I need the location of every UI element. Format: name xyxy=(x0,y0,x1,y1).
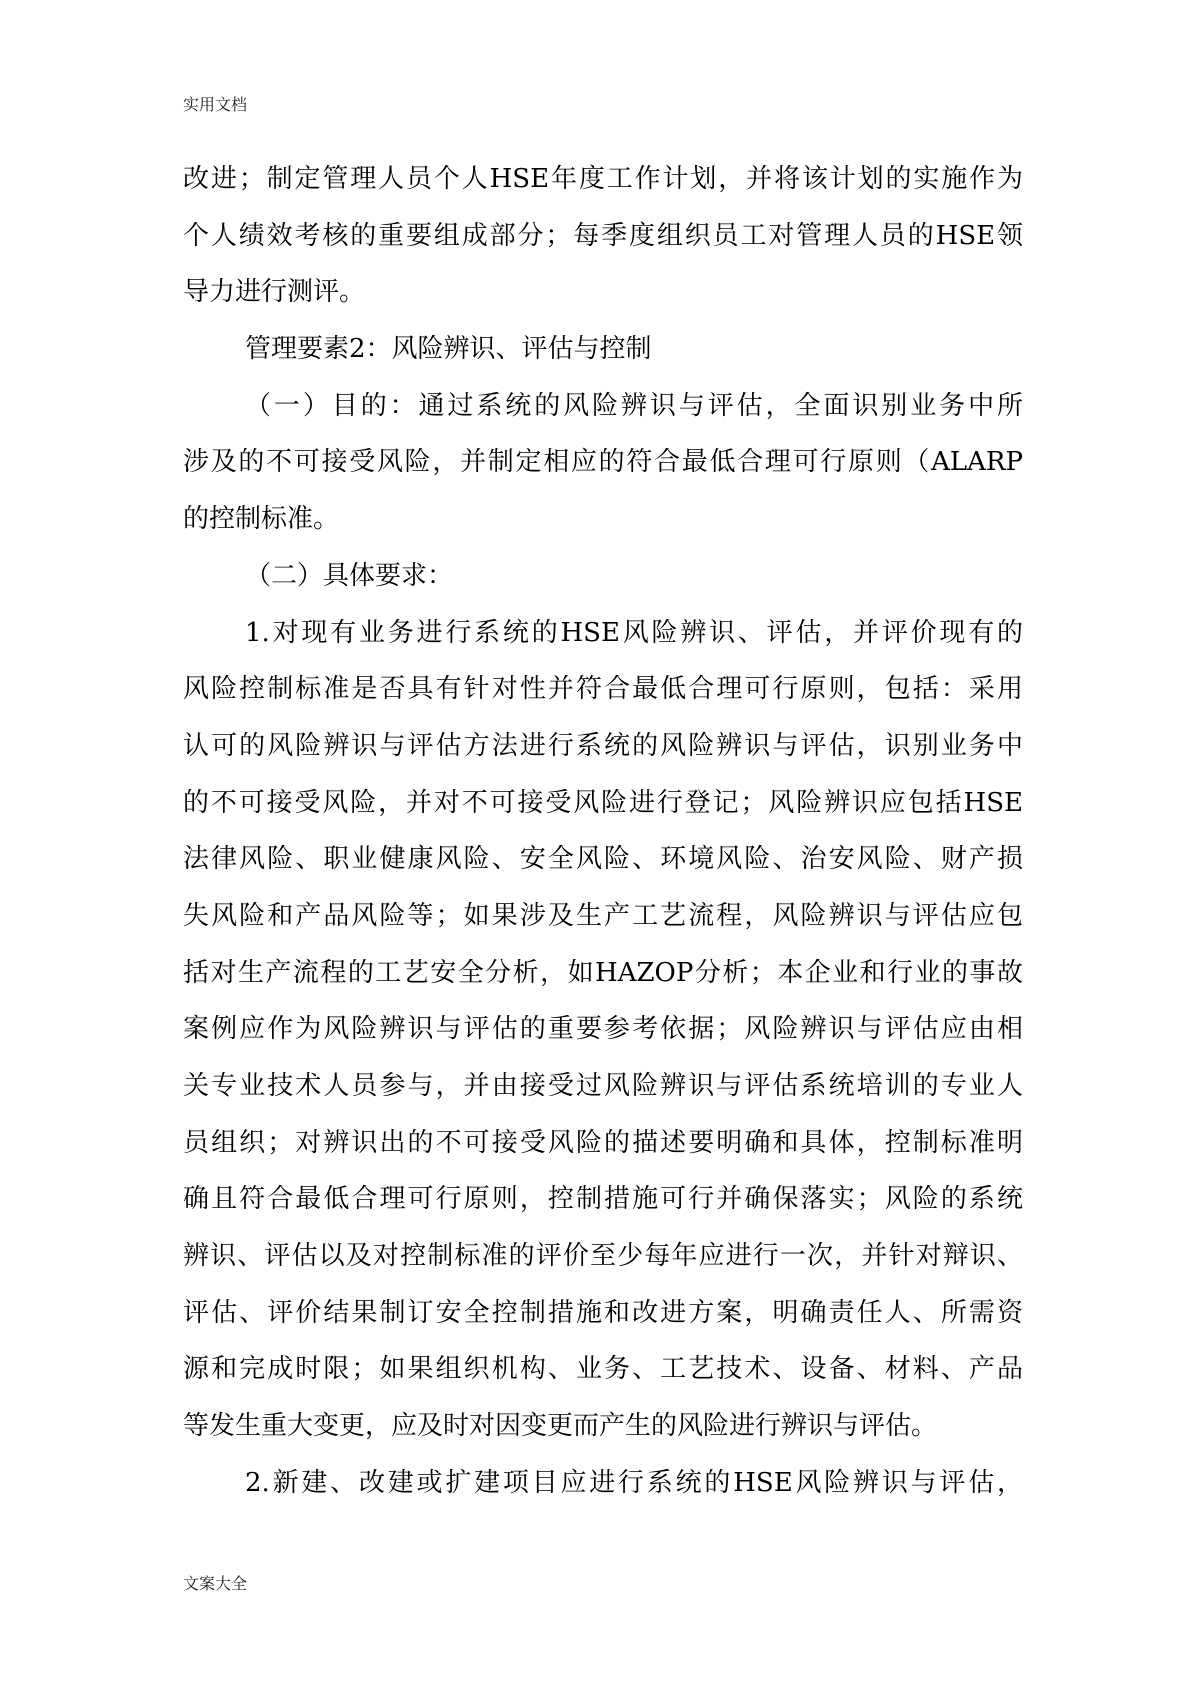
paragraph-line: 2.新建、改建或扩建项目应进行系统的HSE风险辨识与评估， xyxy=(245,1467,1023,1498)
subsection-heading: （二）具体要求： xyxy=(245,560,454,591)
paragraph-line: 案例应作为风险辨识与评估的重要参考依据；风险辨识与评估应由相 xyxy=(183,1014,1023,1045)
paragraph-line: 括对生产流程的工艺安全分析，如HAZOP分析；本企业和行业的事故 xyxy=(183,957,1023,988)
paragraph-line: 个人绩效考核的重要组成部分；每季度组织员工对管理人员的HSE领 xyxy=(183,220,1023,251)
paragraph-line: 的控制标准。 xyxy=(183,504,340,535)
paragraph-line: 改进；制定管理人员个人HSE年度工作计划，并将该计划的实施作为 xyxy=(183,164,1023,194)
paragraph-line: 认可的风险辨识与评估方法进行系统的风险辨识与评估，识别业务中 xyxy=(183,730,1023,761)
paragraph-line: 关专业技术人员参与，并由接受过风险辨识与评估系统培训的专业人 xyxy=(183,1071,1023,1101)
paragraph-line: 导力进行测评。 xyxy=(183,277,366,308)
page-footer: 文案大全 xyxy=(183,1574,248,1593)
paragraph-line: 源和完成时限；如果组织机构、业务、工艺技术、设备、材料、产品 xyxy=(183,1354,1023,1385)
paragraph-line: 确且符合最低合理可行原则，控制措施可行并确保落实；风险的系统 xyxy=(183,1184,1023,1215)
paragraph-line: （一）目的：通过系统的风险辨识与评估，全面识别业务中所 xyxy=(245,390,1023,421)
paragraph-line: 的不可接受风险，并对不可接受风险进行登记；风险辨识应包括HSE xyxy=(183,787,1023,818)
paragraph-line: 评估、评价结果制订安全控制措施和改进方案，明确责任人、所需资 xyxy=(183,1297,1023,1328)
page-header: 实用文档 xyxy=(183,95,248,114)
paragraph-line: 风险控制标准是否具有针对性并符合最低合理可行原则，包括：采用 xyxy=(183,674,1023,705)
paragraph-line: 员组织；对辨识出的不可接受风险的描述要明确和具体，控制标准明 xyxy=(183,1127,1023,1158)
paragraph-line: 辨识、评估以及对控制标准的评价至少每年应进行一次，并针对辩识、 xyxy=(183,1241,1023,1272)
paragraph-line: 失风险和产品风险等；如果涉及生产工艺流程，风险辨识与评估应包 xyxy=(183,900,1023,931)
paragraph-line: 1.对现有业务进行系统的HSE风险辨识、评估，并评价现有的 xyxy=(245,617,1023,648)
document-body xyxy=(183,151,1023,1512)
section-heading: 管理要素2：风险辨识、评估与控制 xyxy=(245,334,652,365)
paragraph-line: 法律风险、职业健康风险、安全风险、环境风险、治安风险、财产损 xyxy=(183,844,1023,875)
paragraph-line: 涉及的不可接受风险，并制定相应的符合最低合理可行原则（ALARP xyxy=(183,447,1023,478)
paragraph-line: 等发生重大变更，应及时对因变更而产生的风险进行辨识与评估。 xyxy=(183,1411,938,1442)
